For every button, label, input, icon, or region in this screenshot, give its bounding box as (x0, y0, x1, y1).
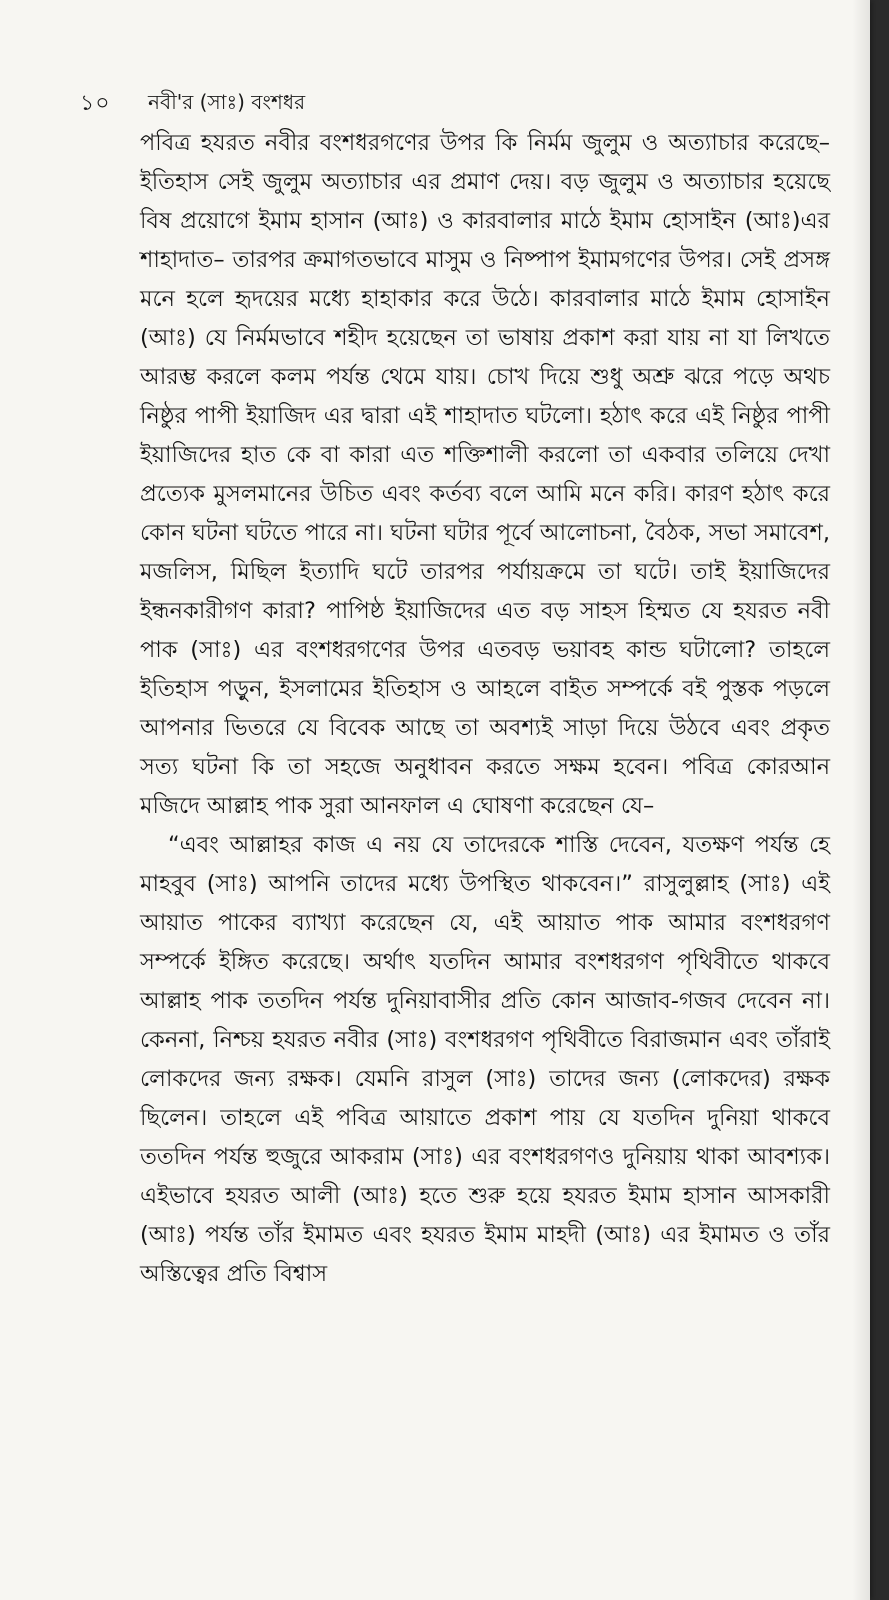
page-header (80, 84, 305, 124)
page-number: ১০ (80, 90, 111, 116)
paragraph-2: “এবং আল্লাহর কাজ এ নয় যে তাদেরকে শাস্তি দেবেন, যতক্ষণ পর্যন্ত হে মাহবুব (সাঃ) আপনি তাদের মধ্যে উপস্থিত থাকবেন।” রাসুলুল্লাহ (সাঃ) এই আয়াত পাকের ব্যাখ্যা করেছেন যে, এই আয়াত পাক আমার বংশধরগণ সম্পর্কে ইঙ্গিত করেছে। অর্থাৎ যতদিন আমার বংশধরগণ পৃথিবীতে থাকবে আল্লাহ পাক ততদিন পর্যন্ত দুনিয়াবাসীর প্রতি কোন আজাব-গজব দেবেন না। কেননা, নিশ্চয় হযরত নবীর (সাঃ) বংশধরগণ পৃথিবীতে বিরাজমান এবং তাঁরাই লোকদের জন্য রক্ষক। যেমনি রাসুল (সাঃ) তাদের জন্য (লোকদের) রক্ষক ছিলেন। তাহলে এই পবিত্র আয়াতে প্রকাশ পায় যে যতদিন দুনিয়া থাকবে ততদিন পর্যন্ত হুজুরে আকরাম (সাঃ) এর বংশধরগণও দুনিয়ায় থাকা আবশ্যক। এইভাবে হযরত আলী (আঃ) হতে শুরু হয়ে হযরত ইমাম হাসান আসকারী (আঃ) পর্যন্ত তাঁর ইমামত এবং হযরত ইমাম মাহদী (আঃ) এর ইমামত ও তাঁর অস্তিত্বের প্রতি বিশ্বাস (140, 832, 830, 1287)
body-text (140, 124, 830, 1294)
paragraph-1: পবিত্র হযরত নবীর বংশধরগণের উপর কি নির্মম জুলুম ও অত্যাচার করেছে– ইতিহাস সেই জুলুম অত্যাচার এর প্রমাণ দেয়। বড় জুলুম ও অত্যাচার হয়েছে বিষ প্রয়োগে ইমাম হাসান (আঃ) ও কারবালার মাঠে ইমাম হোসাইন (আঃ)এর শাহাদাত– তারপর ক্রমাগতভাবে মাসুম ও নিষ্পাপ ইমামগণের উপর। সেই প্রসঙ্গ মনে হলে হৃদয়ের মধ্যে হাহাকার করে উঠে। কারবালার মাঠে ইমাম হোসাইন (আঃ) যে নির্মমভাবে শহীদ হয়েছেন তা ভাষায় প্রকাশ করা যায় না যা লিখতে আরম্ভ করলে কলম পর্যন্ত থেমে যায়। চোখ দিয়ে শুধু অশ্রু ঝরে পড়ে অথচ নিষ্ঠুর পাপী ইয়াজিদ এর দ্বারা এই শাহাদাত ঘটলো। হঠাৎ করে এই নিষ্ঠুর পাপী ইয়াজিদের হাত কে বা কারা এত শক্তিশালী করলো তা একবার তলিয়ে দেখা প্রত্যেক মুসলমানের উচিত এবং কর্তব্য বলে আমি মনে করি। কারণ হঠাৎ করে কোন ঘটনা ঘটতে পারে না। ঘটনা ঘটার পূর্বে আলোচনা, বৈঠক, সভা সমাবেশ, মজলিস, মিছিল ইত্যাদি ঘটে তারপর পর্যায়ক্রমে তা ঘটে। তাই ইয়াজিদের ইন্ধনকারীগণ কারা? পাপিষ্ঠ ইয়াজিদের এত বড় সাহস হিম্মত যে হযরত নবী পাক (সাঃ) এর বংশধরগণের উপর এতবড় ভয়াবহ কান্ড ঘটালো? তাহলে ইতিহাস পড়ুন, ইসলামের ইতিহাস ও আহলে বাইত সম্পর্কে বই পুস্তক পড়লে আপনার ভিতরে যে বিবেক আছে তা অবশ্যই সাড়া দিয়ে উঠবে এবং প্রকৃত সত্য ঘটনা কি তা সহজে অনুধাবন করতে সক্ষম হবেন। পবিত্র কোরআন মজিদে আল্লাহ পাক সুরা আনফাল এ ঘোষণা করেছেন যে– (140, 130, 830, 819)
page-edge-shadow (852, 0, 870, 1600)
running-title: নবী'র (সাঃ) বংশধর (148, 89, 306, 114)
